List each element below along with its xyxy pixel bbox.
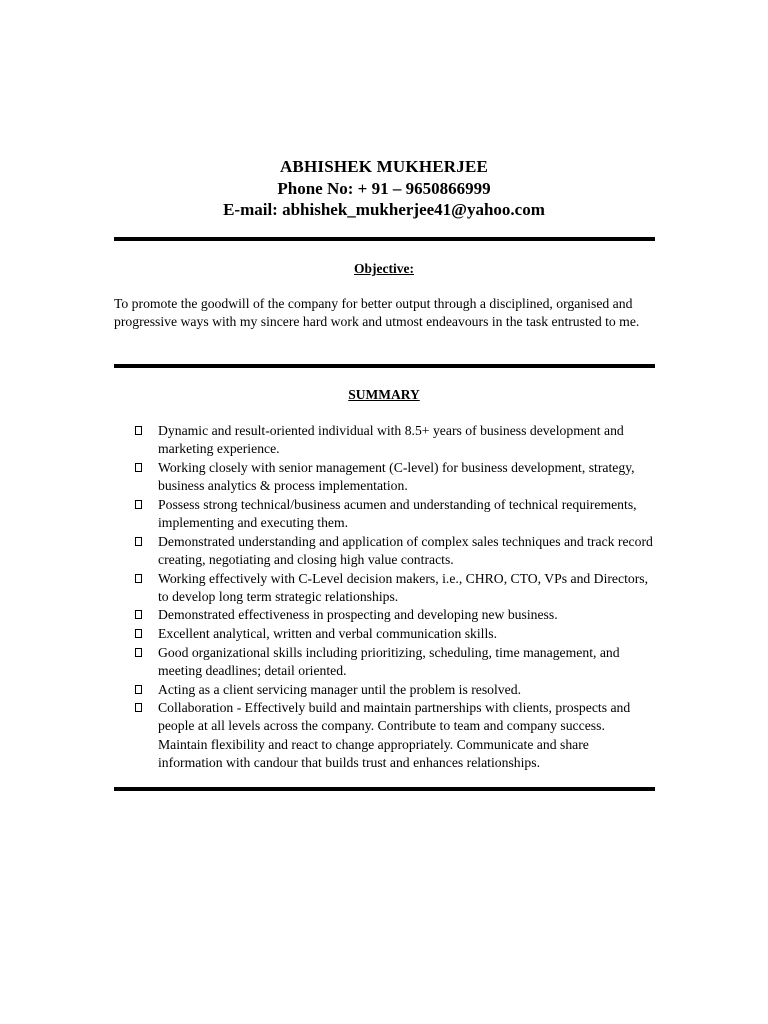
summary-item-text: Collaboration - Effectively build and maintain partnerships with clients, prospects and people at all levels across the company. Contribute to team and company success. Maintain flexibility and react to change appropriately. Communicate and share information with candour that builds trust and enhances relationships.	[158, 700, 631, 771]
checkbox-bullet-icon	[135, 648, 142, 657]
summary-item-text: Working closely with senior management (C-level) for business development, strategy, business analytics & process implementation.	[158, 459, 635, 494]
checkbox-bullet-icon	[135, 574, 142, 583]
summary-item-text: Possess strong technical/business acumen and understanding of technical requirements, implementing and executing them.	[158, 496, 637, 531]
checkbox-bullet-icon	[135, 610, 142, 619]
email-address: E-mail: abhishek_mukherjee41@yahoo.com	[223, 200, 545, 219]
checkbox-bullet-icon	[135, 426, 142, 435]
summary-item-text: Good organizational skills including prioritizing, scheduling, time management, and meeting deadlines; detail oriented.	[158, 644, 620, 678]
divider-top	[114, 237, 655, 241]
summary-item	[134, 533, 654, 570]
summary-item	[134, 625, 654, 643]
phone-number: Phone No: + 91 – 9650866999	[277, 179, 491, 198]
checkbox-bullet-icon	[135, 500, 142, 509]
summary-item	[134, 606, 654, 624]
summary-item	[134, 422, 654, 459]
summary-title: SUMMARY	[348, 387, 420, 402]
summary-item	[134, 644, 654, 681]
summary-item	[134, 681, 654, 699]
summary-item	[134, 459, 654, 496]
checkbox-bullet-icon	[135, 685, 142, 694]
summary-item-text: Dynamic and result-oriented individual with 8.5+ years of business development and marketing experience.	[158, 423, 624, 457]
summary-item	[134, 496, 654, 533]
summary-item-text: Working effectively with C-Level decision makers, i.e., CHRO, CTO, VPs and Directors, to develop long term strategic relationships.	[158, 570, 649, 604]
divider-bottom	[114, 787, 655, 791]
summary-list	[134, 422, 654, 773]
summary-item-text: Demonstrated effectiveness in prospecting and developing new business.	[158, 607, 558, 623]
candidate-name: ABHISHEK MUKHERJEE	[279, 157, 489, 176]
summary-item-text: Demonstrated understanding and application of complex sales techniques and track record creating, negotiating and closing high value contracts.	[158, 533, 653, 567]
divider-middle	[114, 364, 655, 368]
summary-item	[134, 699, 654, 772]
checkbox-bullet-icon	[135, 703, 142, 712]
summary-item	[134, 570, 654, 607]
resume-header	[0, 156, 768, 220]
objective-title: Objective:	[354, 261, 414, 276]
summary-item-text: Acting as a client servicing manager until the problem is resolved.	[158, 681, 521, 697]
objective-text: To promote the goodwill of the company for better output through a disciplined, organised and progressive ways with my sincere hard work and utmost endeavours in the task entrusted to me.	[114, 296, 640, 330]
checkbox-bullet-icon	[135, 537, 142, 546]
checkbox-bullet-icon	[135, 629, 142, 638]
summary-item-text: Excellent analytical, written and verbal communication skills.	[158, 626, 498, 642]
checkbox-bullet-icon	[135, 463, 142, 472]
